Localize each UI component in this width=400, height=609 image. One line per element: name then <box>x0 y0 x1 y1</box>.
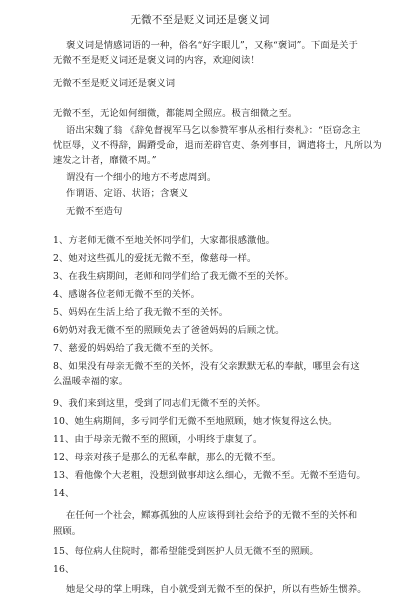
example-sentence <box>53 434 262 446</box>
definition-line: 速发之计者，靡微不周。” <box>53 155 157 166</box>
sentence-number: 15、 <box>53 546 75 557</box>
example-sentence <box>53 416 338 428</box>
sentence-text: 感谢各位老师无微不至的关怀。 <box>68 289 200 300</box>
sentence-number: 13、 <box>53 470 75 481</box>
sentence-text: 如果没有母亲无微不至的关怀，没有父亲默默无私的奉献，哪里会有这 <box>68 361 360 372</box>
document-title: 无微不至是贬义词还是褒义词 <box>130 14 270 26</box>
example-sentence <box>53 546 319 558</box>
example-sentence-continued: 照顾。 <box>53 526 82 537</box>
sentence-text: 在我生病期间，老师和同学们给了我无微不至的关怀。 <box>68 271 294 282</box>
sentence-text: 她生病期间，多亏同学们无微不至地照顾，她才恢复得这么快。 <box>74 416 338 427</box>
sentence-number: 10、 <box>53 416 75 427</box>
example-sentence <box>53 470 366 482</box>
definition-line: 作谓语、定语、状语；含褒义 <box>66 188 189 199</box>
example-sentence <box>53 361 360 373</box>
sentence-number: 1、 <box>53 235 69 246</box>
sentence-number: 6 <box>53 325 60 336</box>
sentence-number: 14、 <box>53 488 75 499</box>
example-sentence <box>53 398 266 410</box>
sentence-number: 7、 <box>53 343 69 354</box>
definition-line: 忧臣辱，义不得辞，跼蹐受命，退而差辟官吏、条列事目，调遣将士，凡所以为 <box>53 140 382 151</box>
definition-line: 语出宋魏了翁 《辞免督视军马乞以参赞军事从丞相行奏札》：“臣窃念主 <box>66 125 361 136</box>
sentence-text: 在任何一个社会，鳏寡孤独的人应该得到社会给予的无微不至的关怀和 <box>66 510 358 521</box>
sentence-text: 她对这些孤儿的爱抚无微不至，像慈母一样。 <box>68 253 257 264</box>
sentence-text: 奶奶对我无微不至的照顾免去了爸爸妈妈的后顾之忧。 <box>59 325 285 336</box>
example-sentence <box>53 253 256 265</box>
sentence-text: 由于母亲无微不至的照顾，小明终于康复了。 <box>74 434 263 445</box>
examples-heading: 无微不至造句 <box>66 206 123 217</box>
sentence-text: 看他像个大老粗，没想到做事却这么细心，无微不至。无微不至造句。 <box>74 470 366 481</box>
sentence-number: 2、 <box>53 253 69 264</box>
sentence-number: 9、 <box>53 398 69 409</box>
example-sentence <box>53 307 228 319</box>
example-sentence <box>53 289 200 301</box>
example-sentence <box>53 325 285 337</box>
intro-line: 褒义词是情感词语的一种，俗名“好字眼儿”，又称“褒词”。下面是关于 <box>66 40 358 51</box>
intro-line: 无微不至是贬义词还是褒义词的内容，欢迎阅读！ <box>53 55 260 66</box>
sentence-text: 我们来到这里，受到了同志们无微不至的关怀。 <box>68 398 266 409</box>
example-sentence <box>53 452 281 464</box>
example-sentence <box>53 235 275 247</box>
sentence-text: 每位病人住院时，都希望能受到医护人员无微不至的照顾。 <box>74 546 319 557</box>
sentence-text: 她是父母的掌上明珠，自小就受到无微不至的保护，所以有些娇生惯养。 <box>66 584 367 595</box>
sentence-text: 慈爱的妈妈给了我无微不至的关怀。 <box>68 343 219 354</box>
sentence-text: 母亲对孩子是那么的无私奉献，那么的无微不至。 <box>74 452 282 463</box>
example-sentence <box>53 343 219 355</box>
sentence-number: 11、 <box>53 434 75 445</box>
example-sentence <box>53 271 294 283</box>
sentence-text: 方老师无微不至地关怀同学们，大家都很感激他。 <box>68 235 276 246</box>
sentence-text: 妈妈在生活上给了我无微不至的关怀。 <box>68 307 229 318</box>
sentence-number: 12、 <box>53 452 75 463</box>
sentence-number: 4、 <box>53 289 69 300</box>
sentence-number: 8、 <box>53 361 69 372</box>
definition-line: 无微不至，无论如何细微，都能周全照应。极言细微之至。 <box>53 108 298 119</box>
section-subheading: 无微不至是贬义词还是褒义词 <box>53 78 176 89</box>
sentence-number: 16、 <box>53 564 75 575</box>
example-sentence-continued: 么温暖幸福的家。 <box>53 376 129 387</box>
sentence-number: 3、 <box>53 271 69 282</box>
sentence-number: 5、 <box>53 307 69 318</box>
definition-line: 谓没有一个细小的地方不考虑周到。 <box>66 172 217 183</box>
